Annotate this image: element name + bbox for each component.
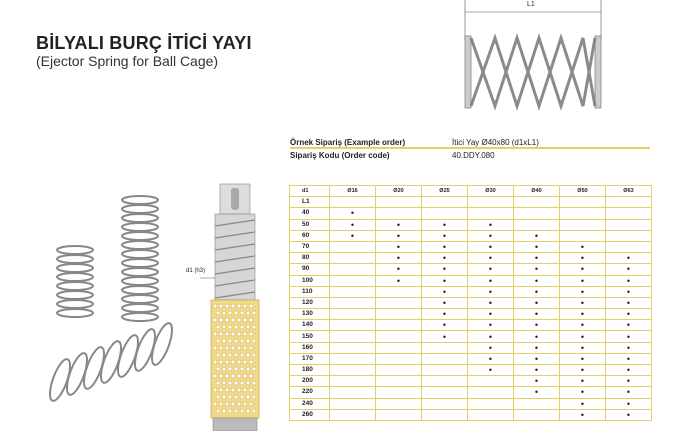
spring-coil <box>122 241 158 249</box>
size-table <box>289 185 652 421</box>
availability-cell: • <box>422 253 468 264</box>
table-row <box>290 365 652 376</box>
availability-cell: • <box>514 253 560 264</box>
availability-cell <box>468 376 514 387</box>
availability-cell <box>330 264 376 275</box>
availability-cell: • <box>560 387 606 398</box>
availability-cell: • <box>376 219 422 230</box>
availability-cell: • <box>376 241 422 252</box>
availability-cell: • <box>514 320 560 331</box>
column-header: Ø25 <box>422 186 468 197</box>
availability-cell: • <box>560 241 606 252</box>
availability-cell <box>560 230 606 241</box>
availability-cell <box>606 241 652 252</box>
page-subtitle: (Ejector Spring for Ball Cage) <box>36 53 219 69</box>
availability-cell <box>376 365 422 376</box>
availability-cell: • <box>606 320 652 331</box>
availability-cell <box>560 219 606 230</box>
availability-cell <box>422 353 468 364</box>
availability-cell: • <box>606 253 652 264</box>
availability-cell <box>560 208 606 219</box>
availability-cell: • <box>514 297 560 308</box>
availability-cell <box>330 365 376 376</box>
spring-coil <box>114 333 142 379</box>
availability-cell: • <box>468 264 514 275</box>
spring-coil <box>122 205 158 213</box>
availability-cell <box>422 342 468 353</box>
availability-cell <box>468 409 514 420</box>
availability-cell <box>376 208 422 219</box>
availability-cell: • <box>606 275 652 286</box>
spring-coil <box>122 313 158 321</box>
availability-cell: • <box>514 309 560 320</box>
availability-cell: • <box>560 309 606 320</box>
length-cell: 100 <box>290 275 330 286</box>
l1-header: L1 <box>290 197 330 208</box>
spring-coil <box>57 246 93 254</box>
length-cell: 70 <box>290 241 330 252</box>
table-row <box>290 353 652 364</box>
availability-cell <box>422 398 468 409</box>
table-row <box>290 230 652 241</box>
column-header: Ø50 <box>560 186 606 197</box>
availability-cell: • <box>468 297 514 308</box>
availability-cell: • <box>514 342 560 353</box>
availability-cell: • <box>468 342 514 353</box>
springs-illustration <box>40 180 200 430</box>
order-code-label: Sipariş Kodu (Order code) <box>290 151 390 160</box>
table-row <box>290 342 652 353</box>
availability-cell: • <box>422 275 468 286</box>
availability-cell: • <box>514 365 560 376</box>
availability-cell: • <box>560 320 606 331</box>
l1-header-row <box>290 197 652 208</box>
spring-coil <box>122 277 158 285</box>
availability-cell: • <box>560 353 606 364</box>
availability-cell <box>468 398 514 409</box>
availability-cell <box>606 230 652 241</box>
availability-cell: • <box>468 230 514 241</box>
availability-cell <box>376 387 422 398</box>
availability-cell: • <box>468 320 514 331</box>
availability-cell: • <box>468 253 514 264</box>
availability-cell: • <box>560 398 606 409</box>
spring-coil <box>122 250 158 258</box>
availability-cell <box>330 309 376 320</box>
availability-cell <box>376 309 422 320</box>
spring-coil <box>122 223 158 231</box>
table-row <box>290 398 652 409</box>
availability-cell: • <box>376 253 422 264</box>
availability-cell: • <box>468 286 514 297</box>
spring-coil <box>122 259 158 267</box>
length-cell: 240 <box>290 398 330 409</box>
spring-coil <box>122 304 158 312</box>
availability-cell: • <box>422 309 468 320</box>
availability-cell: • <box>606 353 652 364</box>
length-cell: 110 <box>290 286 330 297</box>
availability-cell: • <box>514 264 560 275</box>
length-cell: 130 <box>290 309 330 320</box>
spring-coil <box>57 291 93 299</box>
availability-cell: • <box>560 286 606 297</box>
availability-cell: • <box>606 398 652 409</box>
availability-cell: • <box>422 230 468 241</box>
availability-cell <box>514 219 560 230</box>
availability-cell: • <box>514 241 560 252</box>
length-cell: 120 <box>290 297 330 308</box>
order-code-value: 40.DDY.080 <box>452 151 495 160</box>
column-header: Ø16 <box>330 186 376 197</box>
availability-cell: • <box>514 353 560 364</box>
spring-coil <box>148 321 176 367</box>
spring-coil <box>122 214 158 222</box>
availability-cell <box>514 208 560 219</box>
availability-cell <box>330 297 376 308</box>
availability-cell <box>330 387 376 398</box>
availability-cell: • <box>606 342 652 353</box>
availability-cell <box>330 320 376 331</box>
availability-cell: • <box>376 275 422 286</box>
table-header-row <box>290 186 652 197</box>
spring-coil <box>57 255 93 263</box>
availability-cell: • <box>606 309 652 320</box>
availability-cell <box>422 376 468 387</box>
ball-cage-illustration <box>195 180 285 431</box>
availability-cell: • <box>514 376 560 387</box>
availability-cell: • <box>468 331 514 342</box>
table-row <box>290 320 652 331</box>
table-row <box>290 297 652 308</box>
availability-cell: • <box>514 230 560 241</box>
availability-cell <box>330 353 376 364</box>
availability-cell: • <box>560 297 606 308</box>
length-cell: 200 <box>290 376 330 387</box>
availability-cell: • <box>330 208 376 219</box>
availability-cell: • <box>560 376 606 387</box>
availability-cell: • <box>606 331 652 342</box>
availability-cell: • <box>560 342 606 353</box>
length-cell: 170 <box>290 353 330 364</box>
availability-cell: • <box>560 253 606 264</box>
availability-cell: • <box>468 241 514 252</box>
availability-cell: • <box>422 219 468 230</box>
availability-cell: • <box>376 264 422 275</box>
availability-cell: • <box>422 320 468 331</box>
availability-cell: • <box>606 409 652 420</box>
length-cell: 150 <box>290 331 330 342</box>
availability-cell: • <box>468 365 514 376</box>
availability-cell <box>514 398 560 409</box>
table-row <box>290 409 652 420</box>
spring-coil <box>80 345 108 391</box>
availability-cell: • <box>606 264 652 275</box>
availability-cell <box>376 342 422 353</box>
availability-cell <box>422 409 468 420</box>
length-cell: 90 <box>290 264 330 275</box>
availability-cell <box>330 286 376 297</box>
availability-cell <box>330 376 376 387</box>
availability-cell: • <box>422 297 468 308</box>
spring-technical-drawing <box>455 0 615 115</box>
availability-cell <box>330 331 376 342</box>
d1-header: d1 <box>290 186 330 197</box>
availability-cell: • <box>514 275 560 286</box>
availability-cell <box>514 409 560 420</box>
availability-cell <box>376 353 422 364</box>
length-cell: 60 <box>290 230 330 241</box>
availability-cell: • <box>376 230 422 241</box>
length-cell: 50 <box>290 219 330 230</box>
availability-cell <box>330 342 376 353</box>
availability-cell: • <box>422 264 468 275</box>
availability-cell: • <box>514 286 560 297</box>
table-row <box>290 219 652 230</box>
availability-cell <box>330 241 376 252</box>
availability-cell: • <box>606 376 652 387</box>
availability-cell: • <box>514 331 560 342</box>
table-row <box>290 241 652 252</box>
availability-cell: • <box>560 365 606 376</box>
spring-coil <box>57 309 93 317</box>
availability-cell: • <box>468 353 514 364</box>
availability-cell <box>468 208 514 219</box>
availability-cell: • <box>468 219 514 230</box>
availability-cell <box>330 409 376 420</box>
availability-cell <box>376 286 422 297</box>
availability-cell <box>376 297 422 308</box>
availability-cell: • <box>330 219 376 230</box>
availability-cell: • <box>560 275 606 286</box>
length-cell: 180 <box>290 365 330 376</box>
availability-cell <box>376 376 422 387</box>
availability-cell <box>376 409 422 420</box>
table-row <box>290 208 652 219</box>
table-row <box>290 387 652 398</box>
length-label: L1 <box>527 1 535 8</box>
spring-coil <box>122 295 158 303</box>
availability-cell: • <box>514 387 560 398</box>
availability-cell: • <box>422 286 468 297</box>
availability-cell: • <box>330 230 376 241</box>
spring-coil <box>46 357 74 403</box>
availability-cell <box>422 387 468 398</box>
availability-cell <box>468 387 514 398</box>
spring-coil <box>57 273 93 281</box>
availability-cell <box>422 365 468 376</box>
page-title: BİLYALI BURÇ İTİCİ YAYI <box>36 33 252 53</box>
length-cell: 80 <box>290 253 330 264</box>
length-cell: 220 <box>290 387 330 398</box>
spring-coil <box>122 196 158 204</box>
availability-cell: • <box>606 387 652 398</box>
availability-cell <box>422 208 468 219</box>
column-header: Ø63 <box>606 186 652 197</box>
spring-coil <box>97 339 125 385</box>
spring-coil <box>57 300 93 308</box>
table-row <box>290 331 652 342</box>
example-order-value: İtici Yay Ø40x80 (d1xL1) <box>452 138 539 147</box>
availability-cell: • <box>422 241 468 252</box>
length-cell: 140 <box>290 320 330 331</box>
availability-cell <box>330 253 376 264</box>
availability-cell <box>606 219 652 230</box>
availability-cell <box>376 320 422 331</box>
spring-coil <box>57 282 93 290</box>
availability-cell <box>376 331 422 342</box>
diameter-label: d1 (h3) <box>186 268 206 274</box>
availability-cell <box>606 208 652 219</box>
table-row <box>290 264 652 275</box>
table-row <box>290 275 652 286</box>
availability-cell <box>330 275 376 286</box>
availability-cell <box>376 398 422 409</box>
availability-cell: • <box>560 264 606 275</box>
column-header: Ø40 <box>514 186 560 197</box>
divider <box>290 147 650 149</box>
spring-coil <box>122 232 158 240</box>
availability-cell: • <box>468 275 514 286</box>
availability-cell: • <box>606 286 652 297</box>
availability-cell: • <box>606 297 652 308</box>
spring-coil <box>122 286 158 294</box>
column-header: Ø20 <box>376 186 422 197</box>
spring-coil <box>131 327 159 373</box>
length-cell: 160 <box>290 342 330 353</box>
table-row <box>290 309 652 320</box>
column-header: Ø30 <box>468 186 514 197</box>
spring-coil <box>57 264 93 272</box>
spring-coil <box>63 351 91 397</box>
availability-cell: • <box>560 331 606 342</box>
availability-cell: • <box>422 331 468 342</box>
spring-coil <box>122 268 158 276</box>
availability-cell: • <box>606 365 652 376</box>
length-cell: 260 <box>290 409 330 420</box>
example-order-label: Örnek Sipariş (Example order) <box>290 138 406 147</box>
availability-cell <box>330 398 376 409</box>
table-row <box>290 376 652 387</box>
availability-cell: • <box>468 309 514 320</box>
availability-cell: • <box>560 409 606 420</box>
table-row <box>290 253 652 264</box>
table-row <box>290 286 652 297</box>
length-cell: 40 <box>290 208 330 219</box>
